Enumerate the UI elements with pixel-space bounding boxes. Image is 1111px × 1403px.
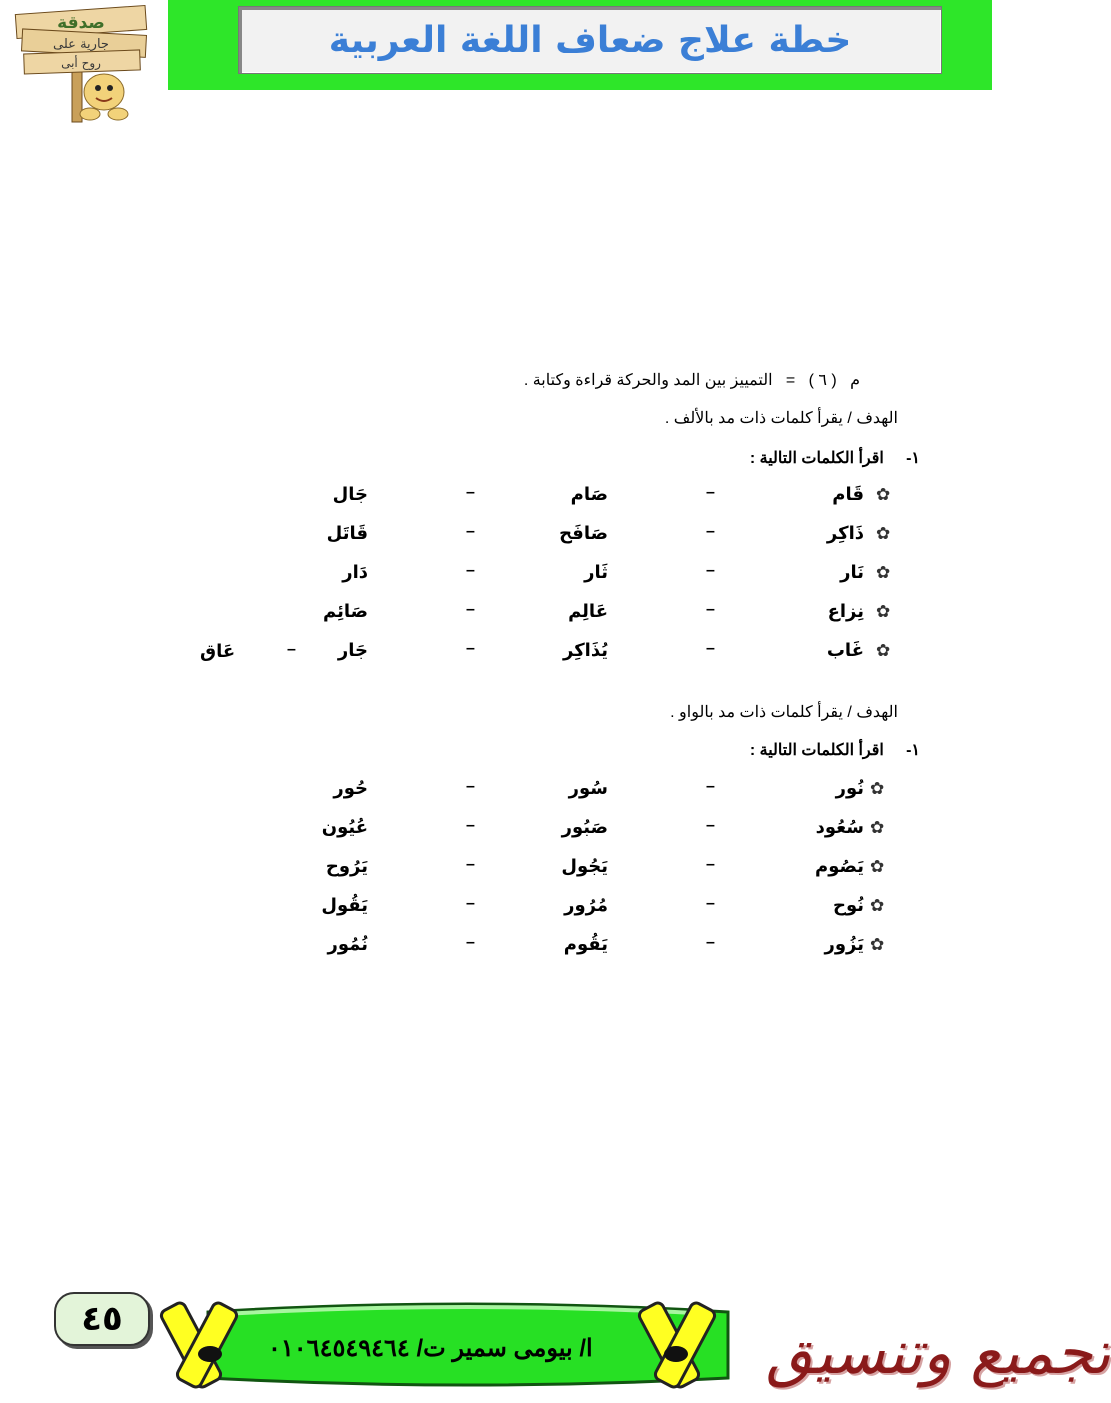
separator-dash: – bbox=[706, 895, 715, 912]
alif-word: قَام bbox=[832, 484, 864, 505]
lesson-heading bbox=[524, 370, 860, 390]
alif-word: عَالِم bbox=[568, 601, 608, 622]
exercise-2-number: ١- bbox=[906, 742, 920, 759]
flower-bullet-icon: ✿ bbox=[870, 935, 885, 955]
alif-word: دَار bbox=[342, 562, 368, 583]
flower-bullet-icon: ✿ bbox=[876, 641, 891, 661]
alif-word: نَار bbox=[840, 562, 864, 583]
waw-word: يَقُول bbox=[321, 895, 368, 916]
heading-m: م bbox=[850, 372, 860, 389]
separator-dash: – bbox=[706, 817, 715, 834]
separator-dash: – bbox=[706, 640, 715, 657]
heading-number: ( ٦ ) bbox=[808, 372, 837, 389]
waw-word: يَجُول bbox=[561, 856, 608, 877]
waw-word: يَرُوح bbox=[325, 856, 368, 877]
alif-word: ثَار bbox=[584, 562, 608, 583]
heading-text: التمييز بين المد والحركة قراءة وكتابة . bbox=[523, 372, 773, 389]
separator-dash: – bbox=[706, 934, 715, 951]
separator-dash: – bbox=[706, 856, 715, 873]
waw-word: نُمُور bbox=[327, 934, 368, 955]
author-credit: ا/ بيومى سمير ت/ ٠١٠٦٤٥٤٩٤٦٤ bbox=[268, 1335, 593, 1362]
page-number-box bbox=[54, 1292, 150, 1346]
flower-bullet-icon: ✿ bbox=[876, 563, 891, 583]
waw-word: يَقُوم bbox=[563, 934, 608, 955]
alif-word: نِزاع bbox=[827, 601, 864, 622]
separator-dash: – bbox=[466, 934, 475, 951]
exercise-2-heading bbox=[750, 740, 920, 760]
separator-dash: – bbox=[706, 601, 715, 618]
separator-dash: – bbox=[466, 601, 475, 618]
waw-word: صَبُور bbox=[561, 817, 608, 838]
flower-bullet-icon: ✿ bbox=[870, 896, 885, 916]
separator-dash: – bbox=[706, 484, 715, 501]
flower-bullet-icon: ✿ bbox=[876, 485, 891, 505]
separator-dash: – bbox=[466, 484, 475, 501]
waw-word: يَصُوم bbox=[815, 856, 864, 877]
exercise-2-text: اقرأ الكلمات التالية : bbox=[749, 742, 884, 759]
waw-word: سُعُود bbox=[815, 817, 864, 838]
exercise-1-number: ١- bbox=[906, 450, 920, 467]
exercise-1-text: اقرأ الكلمات التالية : bbox=[749, 450, 884, 467]
separator-dash: – bbox=[706, 562, 715, 579]
separator-dash: – bbox=[466, 778, 475, 795]
waw-word: حُور bbox=[333, 778, 368, 799]
flower-bullet-icon: ✿ bbox=[870, 857, 885, 877]
alif-word: قَاتَل bbox=[326, 523, 368, 544]
alif-extra-dash: – bbox=[287, 641, 296, 658]
alif-word: جَال bbox=[332, 484, 368, 505]
waw-word: نُور bbox=[835, 778, 864, 799]
alif-word: صَائِم bbox=[322, 601, 368, 622]
separator-dash: – bbox=[466, 562, 475, 579]
sign-line-1: صدقة bbox=[57, 13, 105, 33]
separator-dash: – bbox=[466, 817, 475, 834]
separator-dash: – bbox=[466, 895, 475, 912]
flower-bullet-icon: ✿ bbox=[876, 602, 891, 622]
exercise-1-heading bbox=[750, 448, 920, 468]
waw-word: سُور bbox=[568, 778, 608, 799]
sign-line-2: جارية على bbox=[53, 37, 109, 52]
title-box bbox=[238, 6, 942, 74]
waw-word: يَزُور bbox=[824, 934, 864, 955]
waw-word: نُوح bbox=[832, 895, 864, 916]
alif-word: جَار bbox=[337, 640, 368, 661]
flower-bullet-icon: ✿ bbox=[870, 779, 885, 799]
waw-word: مُرُور bbox=[564, 895, 608, 916]
heading-equals: = bbox=[785, 372, 796, 389]
alif-word: صَافَح bbox=[559, 523, 608, 544]
flower-bullet-icon: ✿ bbox=[870, 818, 885, 838]
waw-word: عُيُون bbox=[321, 817, 368, 838]
mascot-sign-illustration bbox=[6, 4, 146, 122]
alif-word: صَام bbox=[570, 484, 608, 505]
sign-line-3: روح أبى bbox=[61, 56, 101, 70]
alif-word: ذَاكِر bbox=[826, 523, 864, 544]
compiled-by-signature: تجميع وتنسيق bbox=[766, 1318, 1111, 1388]
alif-word: غَاب bbox=[826, 640, 864, 661]
separator-dash: – bbox=[466, 856, 475, 873]
goal-alif: الهدف / يقرأ كلمات ذات مد بالألف . bbox=[664, 410, 898, 427]
separator-dash: – bbox=[706, 778, 715, 795]
page-number: ٤٥ bbox=[81, 1299, 123, 1339]
flower-bullet-icon: ✿ bbox=[876, 524, 891, 544]
page-title: خطة علاج ضعاف اللغة العربية bbox=[328, 19, 852, 61]
separator-dash: – bbox=[466, 523, 475, 540]
alif-word: يُذَاكِر bbox=[563, 640, 608, 661]
separator-dash: – bbox=[706, 523, 715, 540]
alif-extra-word: عَاق bbox=[200, 641, 236, 662]
goal-waw: الهدف / يقرأ كلمات ذات مد بالواو . bbox=[670, 704, 898, 721]
separator-dash: – bbox=[466, 640, 475, 657]
